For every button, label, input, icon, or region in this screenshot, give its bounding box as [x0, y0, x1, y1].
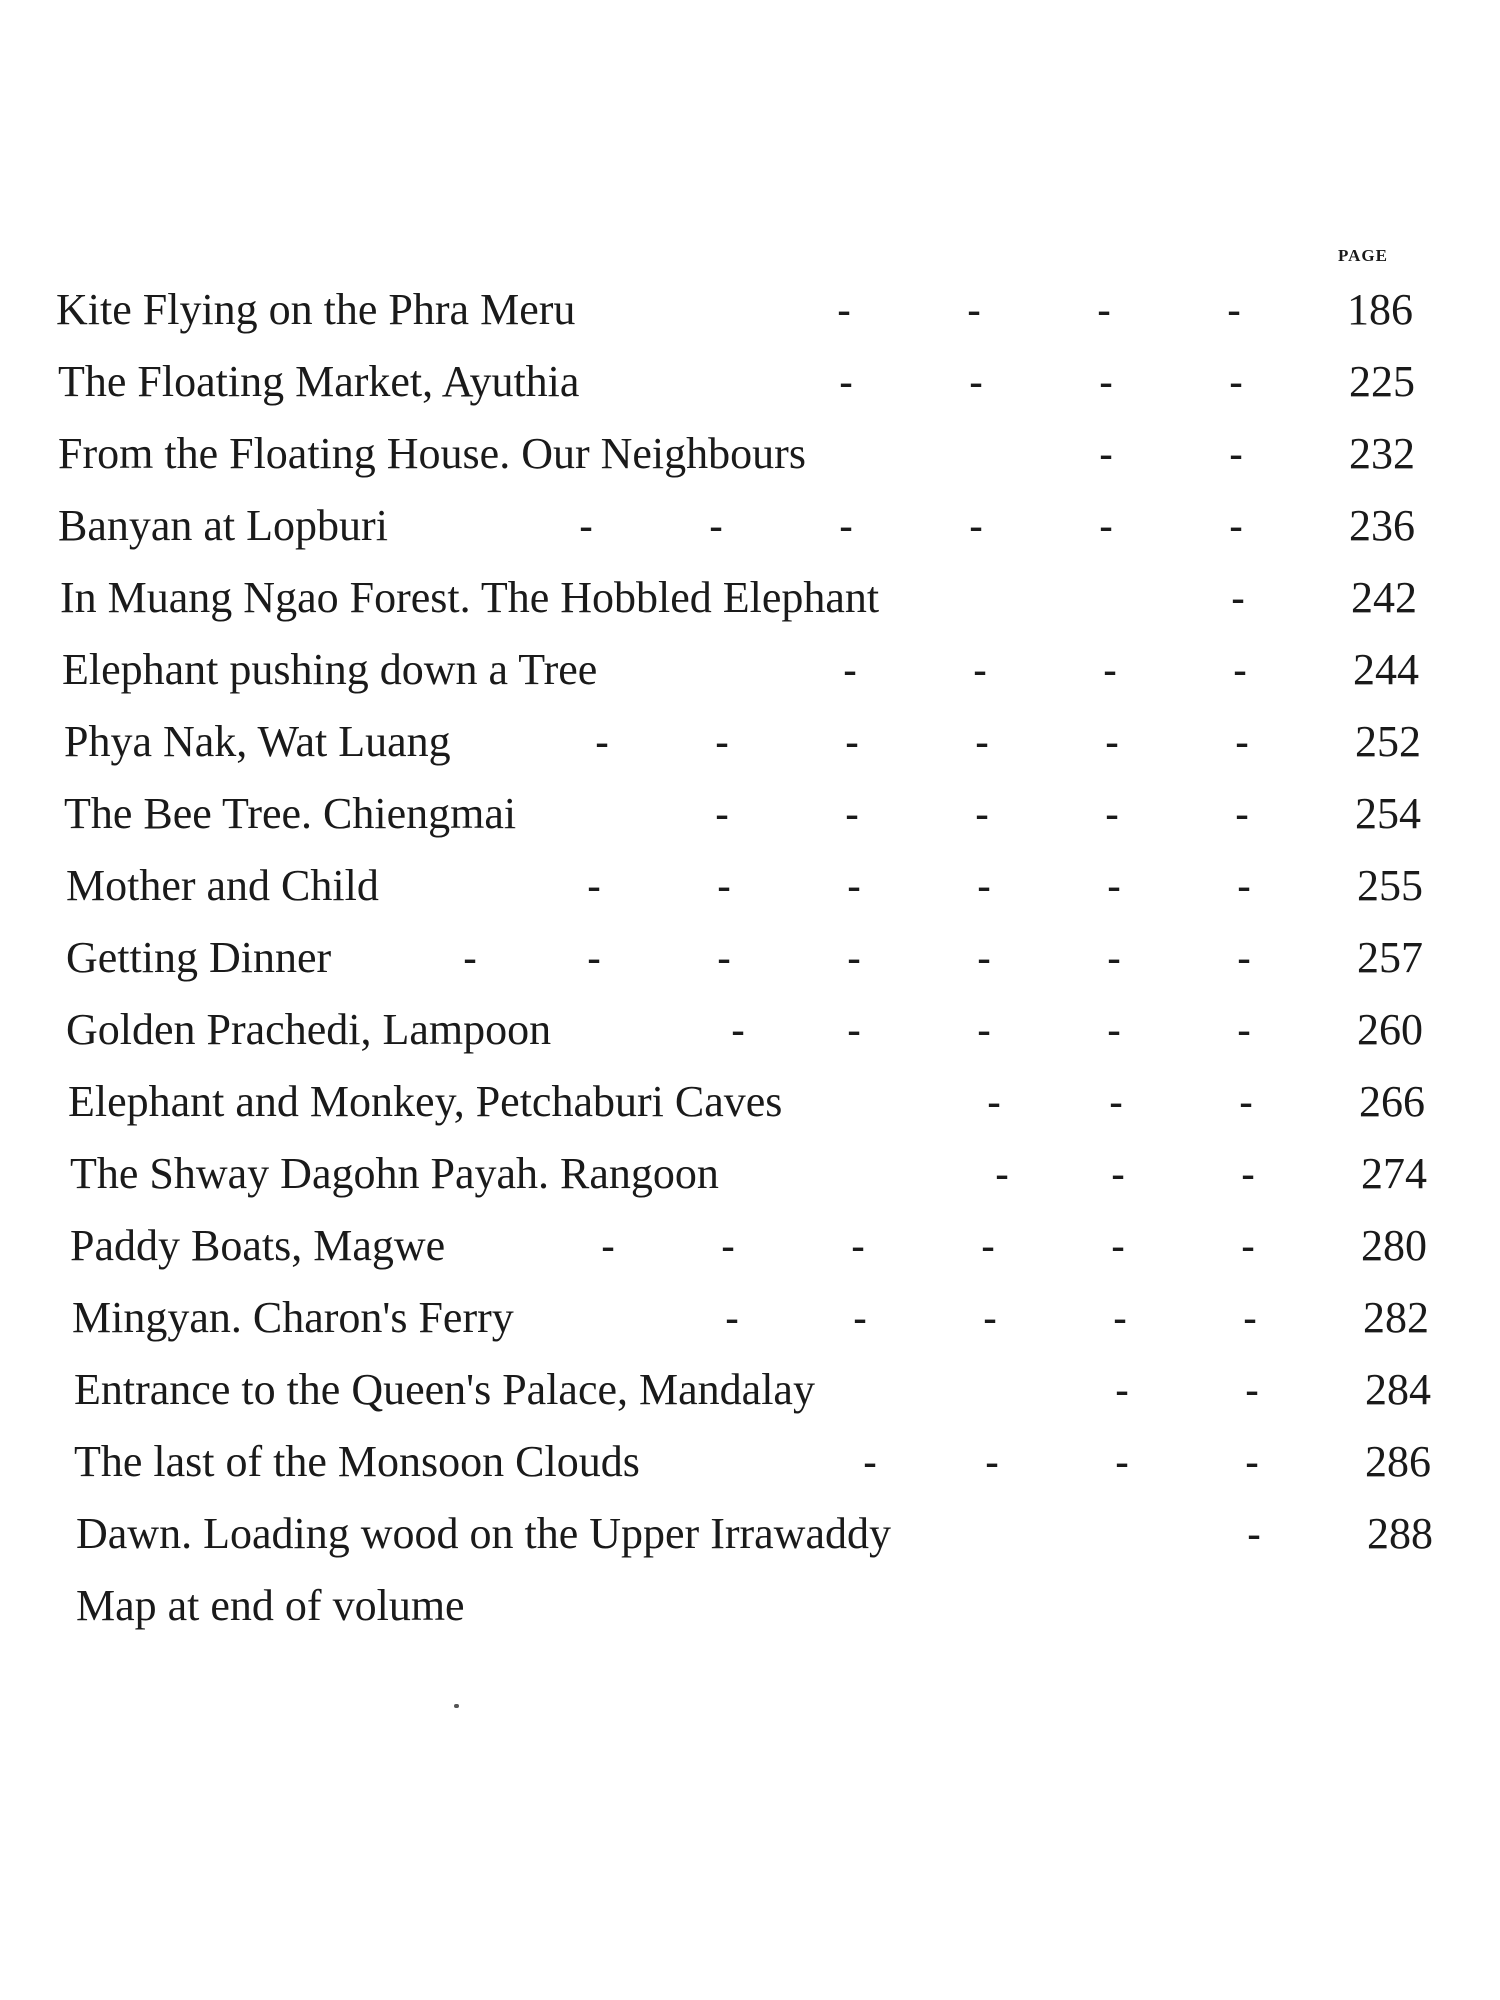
- list-item: [62, 634, 1419, 706]
- list-item: [66, 994, 1423, 1066]
- entry-page-number: 255: [1357, 861, 1423, 910]
- leader-dash: -: [1243, 1295, 1257, 1340]
- entry-page-number: 260: [1357, 1005, 1423, 1054]
- entry-title: Mother and Child: [66, 861, 379, 910]
- illustration-list: [56, 274, 1433, 1642]
- leader-dash: -: [1229, 359, 1243, 404]
- paper-speck: [454, 1704, 459, 1708]
- leader-dash: -: [1247, 1511, 1261, 1556]
- leader-dash: -: [587, 935, 601, 980]
- leader-dash: -: [847, 1007, 861, 1052]
- entry-page-number: 257: [1357, 933, 1423, 982]
- entry-page-number: 186: [1347, 285, 1413, 334]
- leader-dash: -: [1245, 1367, 1259, 1412]
- leader-dash: -: [725, 1295, 739, 1340]
- leader-dash: -: [463, 935, 477, 980]
- leader-dash: -: [973, 647, 987, 692]
- leader-dash: -: [715, 791, 729, 836]
- list-item: [64, 706, 1421, 778]
- leader-dash: -: [969, 359, 983, 404]
- leader-dash: -: [721, 1223, 735, 1268]
- leader-dash: -: [1237, 935, 1251, 980]
- entry-title: In Muang Ngao Forest. The Hobbled Elephant: [60, 573, 880, 622]
- leader-dash: -: [731, 1007, 745, 1052]
- entry-title: The last of the Monsoon Clouds: [74, 1437, 640, 1486]
- entry-title: Kite Flying on the Phra Meru: [56, 285, 576, 334]
- list-item: [68, 1066, 1425, 1138]
- leader-dash: -: [1241, 1223, 1255, 1268]
- leader-dash: -: [975, 719, 989, 764]
- leader-dash: -: [1245, 1439, 1259, 1484]
- list-item: [74, 1426, 1431, 1498]
- leader-dash: -: [845, 719, 859, 764]
- leader-dash: -: [845, 791, 859, 836]
- entry-title: Getting Dinner: [66, 933, 332, 982]
- leader-dash: -: [1229, 431, 1243, 476]
- leader-dash: -: [1109, 1079, 1123, 1124]
- leader-dash: -: [587, 863, 601, 908]
- leader-dash: -: [847, 935, 861, 980]
- leader-dash: -: [1235, 719, 1249, 764]
- leader-dash: -: [983, 1295, 997, 1340]
- entry-page-number: 284: [1365, 1365, 1431, 1414]
- entry-page-number: 288: [1367, 1509, 1433, 1558]
- leader-dash: -: [1115, 1367, 1129, 1412]
- leader-dash: -: [1237, 863, 1251, 908]
- leader-dash: -: [853, 1295, 867, 1340]
- leader-dash: -: [1099, 503, 1113, 548]
- list-item: [70, 1210, 1427, 1282]
- list-item: [70, 1138, 1427, 1210]
- entry-title: Entrance to the Queen's Palace, Mandalay: [74, 1365, 815, 1414]
- entry-page-number: 242: [1351, 573, 1417, 622]
- entry-title: From the Floating House. Our Neighbours: [58, 429, 806, 478]
- leader-dash: -: [969, 503, 983, 548]
- list-item: [60, 562, 1416, 634]
- list-item: [56, 274, 1416, 346]
- leader-dash: -: [981, 1223, 995, 1268]
- leader-dash: -: [1099, 359, 1113, 404]
- leader-dash: -: [1107, 1007, 1121, 1052]
- entry-page-number: 244: [1353, 645, 1419, 694]
- entry-page-number: 274: [1361, 1149, 1427, 1198]
- leader-dash: -: [995, 1151, 1009, 1196]
- leader-dash: -: [601, 1223, 615, 1268]
- map-note: Map at end of volume: [76, 1581, 465, 1630]
- entry-title: Mingyan. Charon's Ferry: [72, 1293, 514, 1342]
- leader-dash: -: [851, 1223, 865, 1268]
- leader-dash: -: [967, 287, 981, 332]
- leader-dash: -: [715, 719, 729, 764]
- page-column-header: PAGE: [1338, 246, 1388, 265]
- leader-dash: -: [977, 863, 991, 908]
- list-item: [72, 1282, 1429, 1354]
- leader-dash: -: [1107, 935, 1121, 980]
- leader-dash: -: [595, 719, 609, 764]
- leader-dash: -: [975, 791, 989, 836]
- leader-dash: -: [579, 503, 593, 548]
- entry-page-number: 232: [1349, 429, 1415, 478]
- leader-dash: -: [1099, 431, 1113, 476]
- leader-dash: -: [1229, 503, 1243, 548]
- leader-dash: -: [1097, 287, 1111, 332]
- leader-dash: -: [1231, 575, 1245, 620]
- list-item: [58, 418, 1416, 490]
- entry-title: Dawn. Loading wood on the Upper Irrawaddy: [76, 1509, 891, 1558]
- entry-page-number: 254: [1355, 789, 1421, 838]
- entry-title: The Shway Dagohn Payah. Rangoon: [70, 1149, 719, 1198]
- list-item: [76, 1498, 1433, 1570]
- leader-dash: -: [837, 287, 851, 332]
- entry-page-number: 286: [1365, 1437, 1431, 1486]
- leader-dash: -: [1233, 647, 1247, 692]
- leader-dash: -: [1111, 1151, 1125, 1196]
- entry-page-number: 252: [1355, 717, 1421, 766]
- entry-page-number: 266: [1359, 1077, 1425, 1126]
- list-item: [66, 850, 1423, 922]
- leader-dash: -: [717, 863, 731, 908]
- list-item: [74, 1354, 1431, 1426]
- leader-dash: -: [1239, 1079, 1253, 1124]
- leader-dash: -: [1115, 1439, 1129, 1484]
- leader-dash: -: [1105, 791, 1119, 836]
- entry-page-number: 225: [1349, 357, 1415, 406]
- leader-dash: -: [717, 935, 731, 980]
- leader-dash: -: [985, 1439, 999, 1484]
- entry-title: The Floating Market, Ayuthia: [58, 357, 580, 406]
- leader-dash: -: [1227, 287, 1241, 332]
- leader-dash: -: [847, 863, 861, 908]
- leader-dash: -: [863, 1439, 877, 1484]
- entry-page-number: 236: [1349, 501, 1415, 550]
- entry-title: The Bee Tree. Chiengmai: [64, 789, 517, 838]
- leader-dash: -: [709, 503, 723, 548]
- leader-dash: -: [1237, 1007, 1251, 1052]
- leader-dash: -: [1107, 863, 1121, 908]
- leader-dash: -: [987, 1079, 1001, 1124]
- entry-page-number: 282: [1363, 1293, 1429, 1342]
- entry-title: Paddy Boats, Magwe: [70, 1221, 446, 1270]
- list-item: [58, 346, 1416, 418]
- entry-title: Banyan at Lopburi: [58, 501, 388, 550]
- leader-dash: -: [1111, 1223, 1125, 1268]
- entry-title: Golden Prachedi, Lampoon: [66, 1005, 552, 1054]
- leader-dash: -: [839, 503, 853, 548]
- entry-title: Elephant and Monkey, Petchaburi Caves: [68, 1077, 783, 1126]
- leader-dash: -: [839, 359, 853, 404]
- entry-page-number: 280: [1361, 1221, 1427, 1270]
- entry-title: Elephant pushing down a Tree: [62, 645, 598, 694]
- list-item: [58, 490, 1416, 562]
- leader-dash: -: [977, 1007, 991, 1052]
- leader-dash: -: [1103, 647, 1117, 692]
- leader-dash: -: [1241, 1151, 1255, 1196]
- entry-title: Phya Nak, Wat Luang: [64, 717, 451, 766]
- leader-dash: -: [977, 935, 991, 980]
- list-item: [64, 778, 1421, 850]
- list-item: [66, 922, 1423, 994]
- leader-dash: -: [1105, 719, 1119, 764]
- leader-dash: -: [1113, 1295, 1127, 1340]
- leader-dash: -: [1235, 791, 1249, 836]
- leader-dash: -: [843, 647, 857, 692]
